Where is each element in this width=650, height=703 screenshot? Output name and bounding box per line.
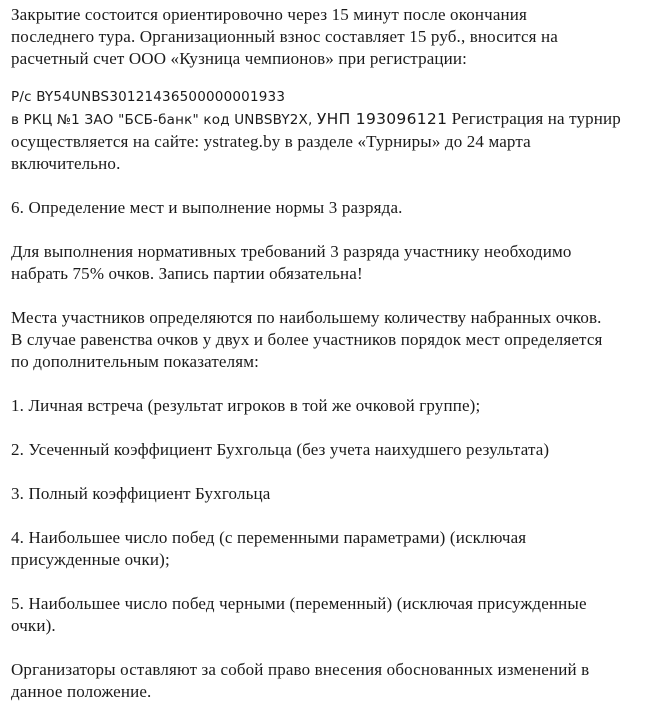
criterion-item (11, 439, 643, 461)
closing-paragraph (11, 4, 643, 70)
text-line: данное положение. (11, 682, 152, 701)
text-line: Закрытие состоится ориентировочно через 15 минут после окончания (11, 5, 528, 24)
criterion-item (11, 395, 643, 417)
text-line: 3. Полный коэффициент Бухгольца (11, 484, 271, 503)
final-paragraph (11, 659, 643, 703)
bank-details-paragraph (11, 86, 643, 175)
bank-line (11, 108, 643, 131)
unp-number: УНП 193096121 (316, 110, 448, 128)
bank-name-code: в РКЦ №1 ЗАО "БСБ-банк" код UNBSBY2X, (11, 112, 313, 128)
criterion-item (11, 527, 643, 571)
text-line: включительно. (11, 154, 121, 173)
criterion-item (11, 593, 643, 637)
text-line: по дополнительным показателям: (11, 352, 260, 371)
text-line: очки). (11, 616, 56, 635)
text-line: набрать 75% очков. Запись партии обязательна! (11, 264, 363, 283)
text-line: 2. Усеченный коэффициент Бухгольца (без учета наихудшего результата) (11, 440, 550, 459)
text-line: осуществляется на сайте: ystrateg.by в разделе «Турниры» до 24 марта (11, 132, 531, 151)
places-paragraph (11, 307, 643, 373)
document-page (11, 4, 643, 703)
text-line: 1. Личная встреча (результат игроков в той же очковой группе); (11, 396, 481, 415)
criterion-item (11, 483, 643, 505)
text-line: Организаторы оставляют за собой право внесения обоснованных изменений в (11, 660, 590, 679)
norm-paragraph (11, 241, 643, 285)
text-line: последнего тура. Организационный взнос составляет 15 руб., вносится на (11, 27, 558, 46)
text-line: Места участников определяются по наибольшему количеству набранных очков. (11, 308, 602, 327)
text-line: Для выполнения нормативных требований 3 разряда участнику необходимо (11, 242, 572, 261)
registration-text: Регистрация на турнир (451, 109, 621, 128)
text-line: В случае равенства очков у двух и более участников порядок мест определяется (11, 330, 603, 349)
text-line: 4. Наибольшее число побед (с переменными параметрами) (исключая (11, 528, 527, 547)
section-heading: 6. Определение мест и выполнение нормы 3 разряда. (11, 198, 403, 217)
bank-account-number: Р/с BY54UNBS30121436500000001933 (11, 89, 286, 105)
text-line: расчетный счет ООО «Кузница чемпионов» при регистрации: (11, 49, 468, 68)
text-line: присужденные очки); (11, 550, 170, 569)
text-line: 5. Наибольшее число побед черными (переменный) (исключая присужденные (11, 594, 587, 613)
